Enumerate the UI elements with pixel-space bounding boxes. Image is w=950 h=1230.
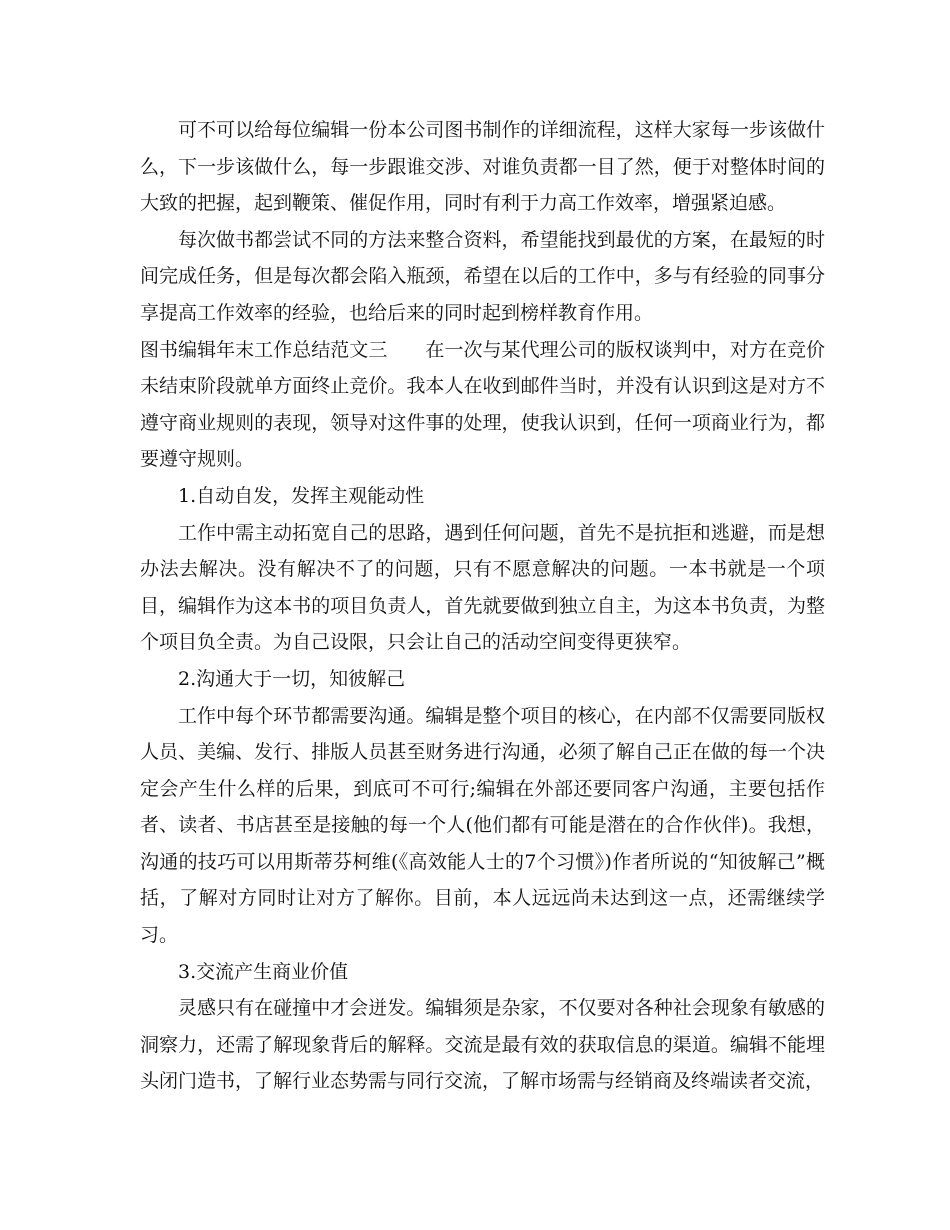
document-body xyxy=(140,112,825,1100)
paragraph-workflow-suggestion: 可不可以给每位编辑一份本公司图书制作的详细流程，这样大家每一步该做什么，下一步该做什么，每一步跟谁交涉、对谁负责都一目了然，便于对整体时间的大致的把握，起到鞭策、催促作用，同时有利于力高工作效率，增强紧迫感。 xyxy=(140,119,825,215)
paragraph-exchange-value: 灵感只有在碰撞中才会迸发。编辑须是杂家，不仅要对各种社会现象有敏感的洞察力，还需了解现象背后的解释。交流是最有效的获取信息的渠道。编辑不能埋头闭门造书，了解行业态势需与同行交流，了解市场需与经销商及终端读者交流， xyxy=(140,997,825,1093)
paragraph-copyright-negotiation: 图书编辑年末工作总结范文三 在一次与某代理公司的版权谈判中，对方在竞价未结束阶段就单方面终止竞价。我本人在收到邮件当时，并没有认识到这是对方不遵守商业规则的表现，领导对这件事的处理，使我认识到，任何一项商业行为，都要遵守规则。 xyxy=(140,338,825,471)
section-heading-1: 1.自动自发，发挥主观能动性 xyxy=(178,484,425,507)
section-heading-2: 2.沟通大于一切，知彼解己 xyxy=(178,667,406,690)
paragraph-initiative: 工作中需主动拓宽自己的思路，遇到任何问题，首先不是抗拒和逃避，而是想办法去解决。没有解决不了的问题，只有不愿意解决的问题。一本书就是一个项目，编辑作为这本书的项目负责人，首先就要做到独立自主，为这本书负责，为整个项目负全责。为自己设限，只会让自己的活动空间变得更狭窄。 xyxy=(140,521,825,654)
paragraph-communication: 工作中每个环节都需要沟通。编辑是整个项目的核心，在内部不仅需要同版权人员、美编、发行、排版人员甚至财务进行沟通，必须了解自己正在做的每一个决定会产生什么样的后果，到底可不可行;编辑在外部还要同客户沟通，主要包括作者、读者、书店甚至是接触的每一个人(他们都有可能是潜在的合作伙伴)。我想，沟通的技巧可以用斯蒂芬柯维(《高效能人士的7个习惯》)作者所说的“知彼解己”概括，了解对方同时让对方了解你。目前，本人远远尚未达到这一点，还需继续学习。 xyxy=(140,704,825,947)
paragraph-efficiency-methods: 每次做书都尝试不同的方法来整合资料，希望能找到最优的方案，在最短的时间完成任务，但是每次都会陷入瓶颈，希望在以后的工作中，多与有经验的同事分享提高工作效率的经验，也给后来的同时起到榜样教育作用。 xyxy=(140,228,825,324)
section-heading-3: 3.交流产生商业价值 xyxy=(178,960,349,983)
